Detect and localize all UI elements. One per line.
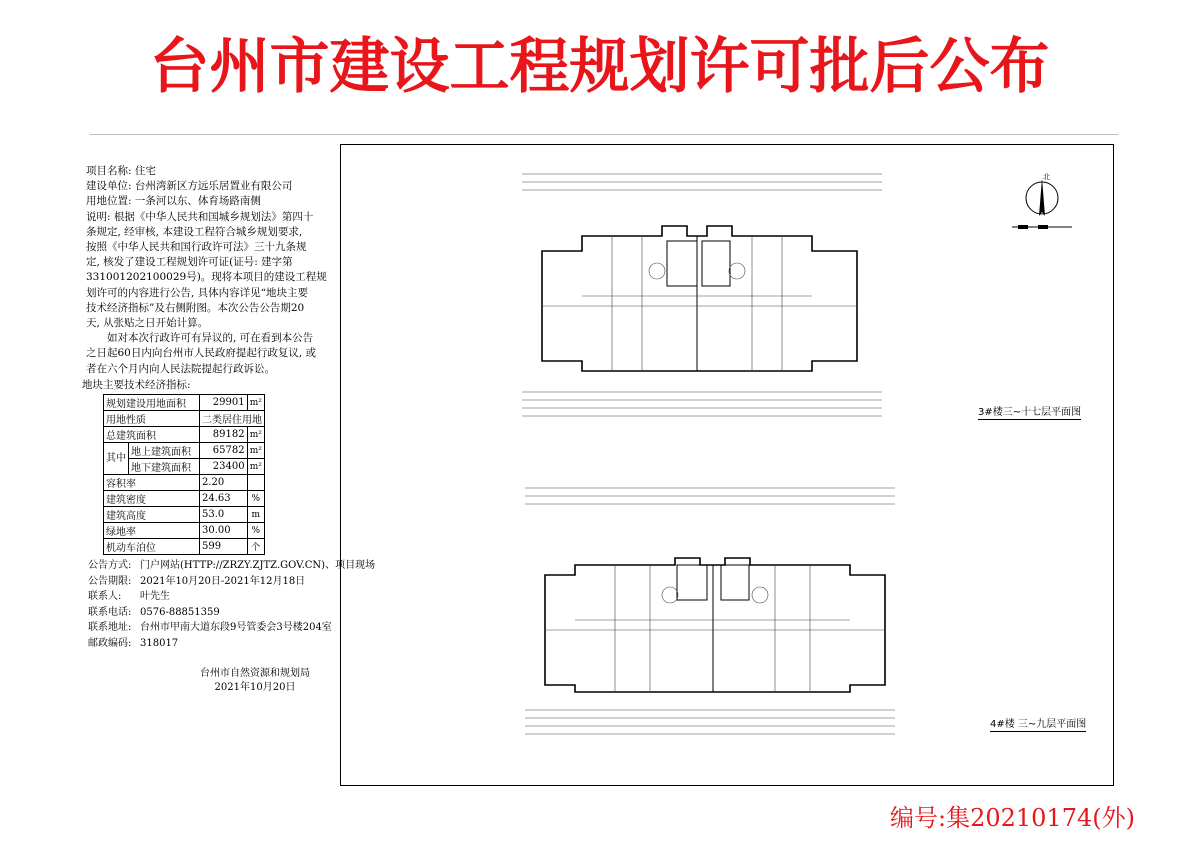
row-value: 89182 [200,427,248,443]
floor-plan-4 [445,470,915,760]
row-value: 29901 [200,395,248,411]
row-label: 建筑密度 [104,491,200,507]
row-label: 绿地率 [104,523,200,539]
north-arrow-icon [1010,170,1080,240]
table-row [104,491,265,507]
project-location: 用地位置: 一条河以东、体育场路南侧 [86,195,261,208]
desc-line: 定, 核发了建设工程规划许可证(证号: 建字第 [86,256,293,269]
row-label: 容积率 [104,475,200,491]
row-unit: 个 [247,539,264,555]
tech-title: 地块主要技术经济指标: [82,378,191,391]
row-unit: % [247,523,264,539]
tech-indicators-table [103,394,265,555]
page-title: 台州市建设工程规划许可批后公布 [149,32,1050,102]
row-label: 总建筑面积 [104,427,200,443]
table-row [104,507,265,523]
signature-block [180,667,330,695]
row-unit [247,475,264,491]
row-value: 30.00 [200,523,248,539]
objection-line: 之日起60日内向台州市人民政府提起行政复议, 或 [86,347,317,360]
signature-org: 台州市自然资源和规划局 [200,668,310,679]
table-row [104,539,265,555]
signature-date: 2021年10月20日 [214,682,296,693]
row-value: 24.63 [200,491,248,507]
table-row [104,459,265,475]
notice-method: 公告方式: 门户网站(HTTP://ZRZY.ZJTZ.GOV.CN)、项目现场 [88,560,376,571]
contact-info [88,558,375,652]
row-unit: m [247,507,264,523]
postal-code: 邮政编码: 318017 [88,637,179,649]
table-row [104,475,265,491]
table-row [104,395,265,411]
project-description [82,164,346,393]
row-unit: m² [247,395,264,411]
desc-line: 天, 从张贴之日开始计算。 [86,317,209,330]
row-label: 建筑高度 [104,507,200,523]
row-value: 23400 [200,459,248,475]
desc-line: 技术经济指标”及右侧附图。本次公告公告期20 [86,301,305,314]
desc-line: 说明: 根据《中华人民共和国城乡规划法》第四十 [86,210,314,223]
project-unit: 建设单位: 台州湾新区方远乐居置业有限公司 [86,180,293,193]
desc-line: 条规定, 经审核, 本建设工程符合城乡规划要求, [86,225,303,238]
row-value: 二类居住用地 [200,411,265,427]
table-row [104,427,265,443]
row-value: 2.20 [200,475,248,491]
document-code: 编号:集20210174(外) [890,804,1135,832]
floor-plan-3 [462,156,930,446]
desc-line: 331001202100029号)。现将本项目的建设工程规 [86,271,327,284]
table-row [104,411,265,427]
desc-line: 按照《中华人民共和国行政许可法》三十九条规 [86,241,307,254]
table-row [104,443,265,459]
desc-line: 划许可的内容进行公告, 具体内容详见“地块主要 [86,286,309,299]
contact-phone: 联系电话: 0576-88851359 [88,606,220,618]
row-value: 599 [200,539,248,555]
row-label: 机动车泊位 [104,539,200,555]
row-label: 用地性质 [104,411,200,427]
divider [90,134,1118,135]
row-value: 65782 [200,443,248,459]
north-label: 北 [1043,173,1050,181]
row-unit: % [247,491,264,507]
sub-group-label: 其中 [104,443,129,475]
contact-address: 联系地址: 台州市甲南大道东段9号管委会3号楼204室 [88,622,332,634]
row-unit: m² [247,459,264,475]
project-name: 项目名称: 住宅 [86,165,156,177]
row-label: 规划建设用地面积 [104,395,200,411]
row-value: 53.0 [200,507,248,523]
table-row [104,523,265,539]
row-unit: m² [247,427,264,443]
objection-line: 如对本次行政许可有异议的, 可在看到本公告 [107,332,314,345]
row-unit: m² [247,443,264,459]
row-label: 地上建筑面积 [129,443,200,459]
row-label: 地下建筑面积 [129,459,200,475]
plan-4-label: 4#楼 三~九层平面图 [990,719,1087,730]
notice-period: 公告期限: 2021年10月20日-2021年12月18日 [88,575,306,587]
plan-3-label: 3#楼三~十七层平面图 [978,407,1082,418]
objection-line: 者在六个月内向人民法院提起行政诉讼。 [86,362,275,375]
contact-person: 联系人: 叶先生 [88,591,170,603]
